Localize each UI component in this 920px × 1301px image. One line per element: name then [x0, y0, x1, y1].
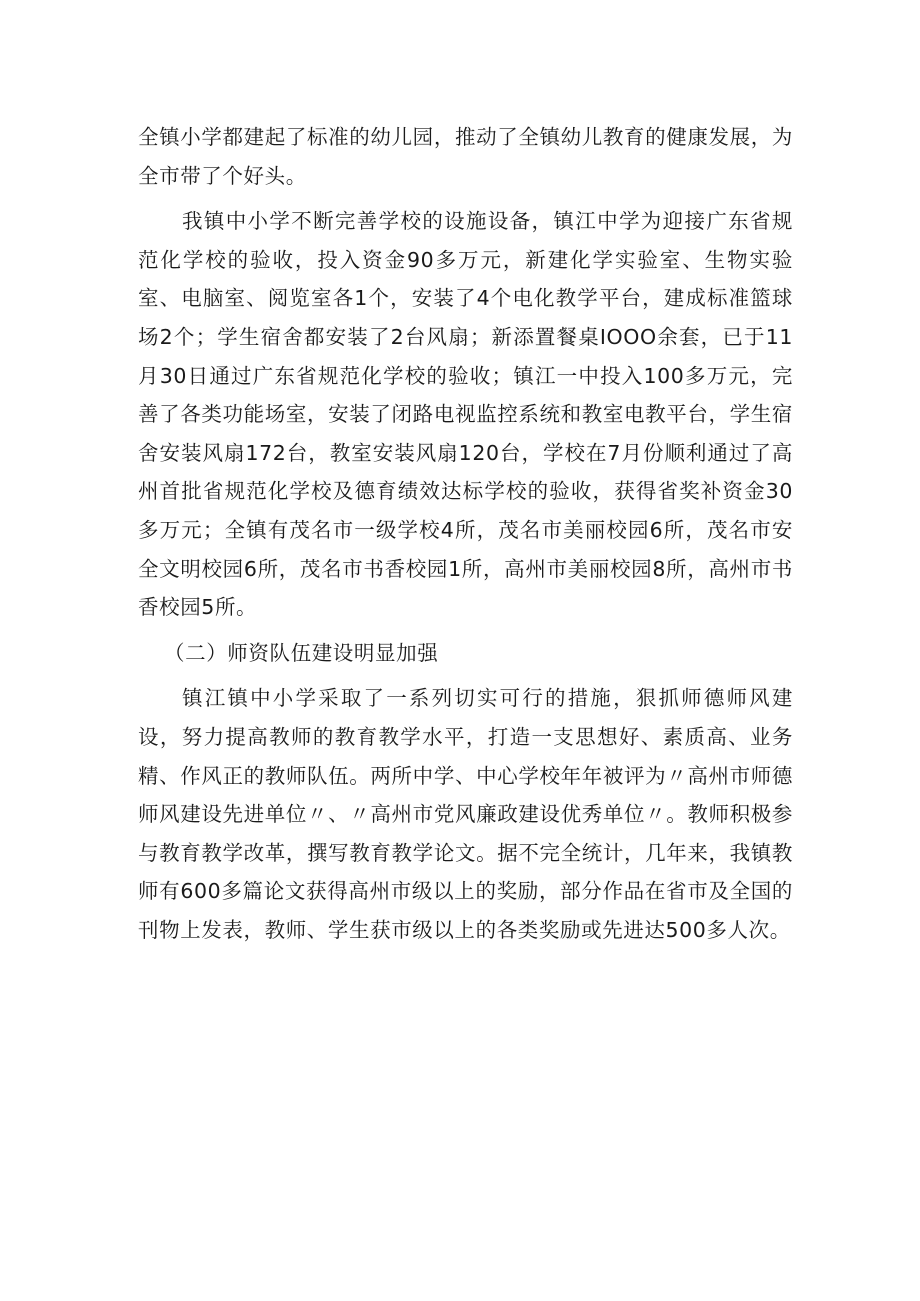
paragraph-teacher-team: 镇江镇中小学采取了一系列切实可行的措施，狠抓师德师风建设，努力提高教师的教育教学水平，打造一支思想好、素质高、业务精、作风正的教师队伍。两所中学、中心学校年年被评为〃高州市师德师风建设先进单位〃、〃高州市党风廉政建设优秀单位〃。教师积极参与教育教学改革，撰写教育教学论文。据不完全统计，几年来，我镇教师有600多篇论文获得高州市级以上的奖励，部分作品在省市及全国的刊物上发表，教师、学生获市级以上的各类奖励或先进达500多人次。	[138, 686, 793, 942]
paragraph-kindergarten-development: 全镇小学都建起了标准的幼儿园，推动了全镇幼儿教育的健康发展，为全市带了个好头。	[138, 125, 793, 188]
paragraph-school-facilities: 我镇中小学不断完善学校的设施设备，镇江中学为迎接广东省规范化学校的验收，投入资金90多万元，新建化学实验室、生物实验室、电脑室、阅览室各1个，安装了4个电化教学平台，建成标准篮球场2个；学生宿舍都安装了2台风扇；新添置餐桌IOOO余套，已于11月30日通过广东省规范化学校的验收；镇江一中投入100多万元，完善了各类功能场室，安装了闭路电视监控系统和教室电教平台，学生宿舍安装风扇172台，教室安装风扇120台，学校在7月份顺利通过了高州首批省规范化学校及德育绩效达标学校的验收，获得省奖补资金30多万元；全镇有茂名市一级学校4所，茂名市美丽校园6所，茂名市安全文明校园6所，茂名市书香校园1所，高州市美丽校园8所，高州市书香校园5所。	[138, 209, 793, 620]
section-heading-teacher-team: （二）师资队伍建设明显加强	[164, 640, 439, 665]
document-body	[138, 118, 793, 949]
